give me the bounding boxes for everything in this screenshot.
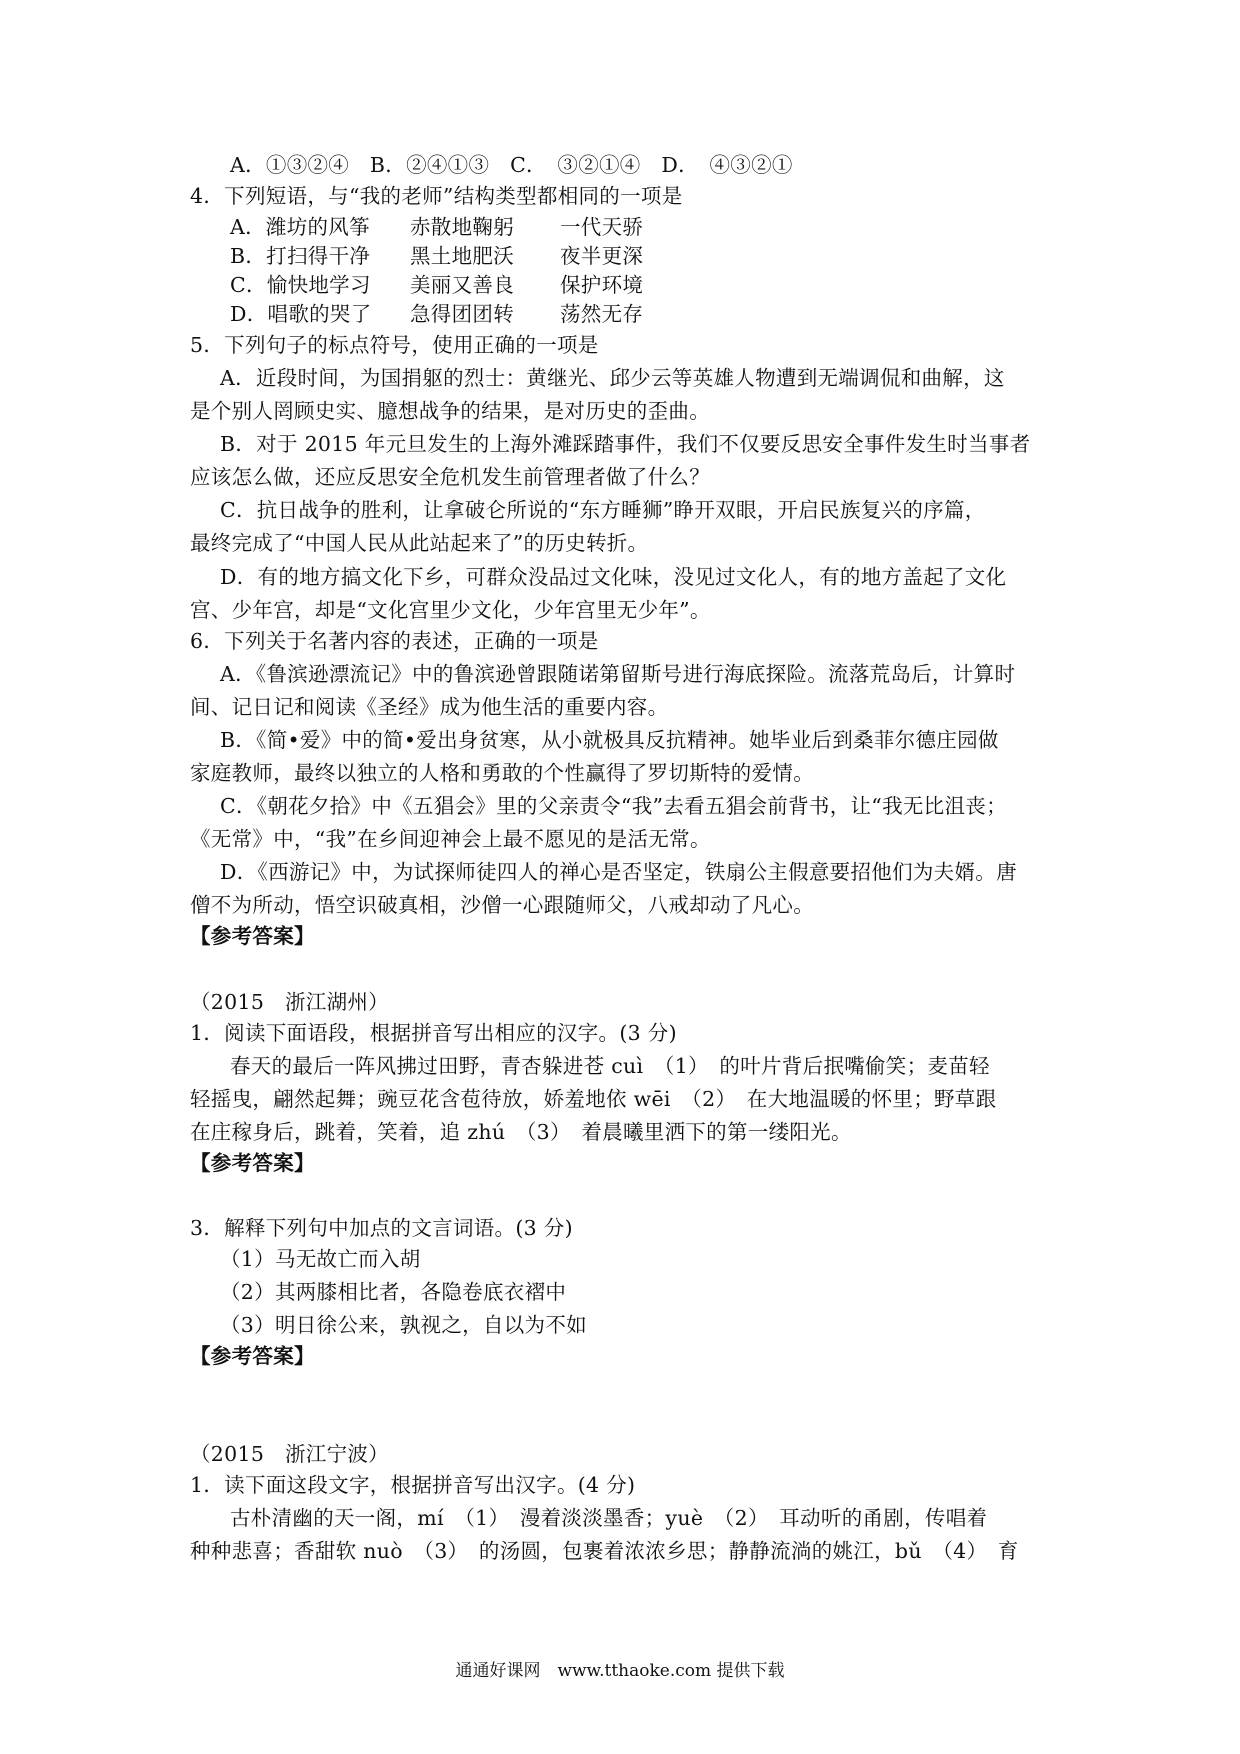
q6-option-b-line2: 家庭教师，最终以独立的人格和勇敢的个性赢得了罗切斯特的爱情。 <box>190 761 814 785</box>
option-a-3: 一代天骄 <box>560 215 644 239</box>
q4-option-c <box>230 269 1070 301</box>
option-c-3: 保护环境 <box>560 273 644 297</box>
q6-option-b-line1: B．《简•爱》中的简•爱出身贫寒，从小就极具反抗精神。她毕业后到桑菲尔德庄园做 <box>220 728 999 752</box>
option-a-2: 赤散地鞠躬 <box>410 215 514 239</box>
huzhou-q3-item-3: （3）明日徐公来，孰视之，自以为不如 <box>220 1313 587 1337</box>
q5-option-b-line1: B．对于 2015 年元旦发生的上海外滩踩踏事件，我们不仅要反思安全事件发生时当事者 <box>220 432 1031 456</box>
option-b-2: 黑土地肥沃 <box>410 244 514 268</box>
huzhou-q3-item-1: （1）马无故亡而入胡 <box>220 1247 421 1271</box>
huzhou-question-3: 3．解释下列句中加点的文言词语。(3 分) <box>190 1216 573 1240</box>
q4-option-d <box>230 298 1070 330</box>
huzhou-passage-line2: 轻摇曳，翩然起舞；豌豆花含苞待放，娇羞地依 wēi （2） 在大地温暖的怀里；野草跟 <box>190 1087 997 1111</box>
option-c-1: C．愉快地学习 <box>230 273 371 297</box>
option-a-1: A．潍坊的风筝 <box>230 215 370 239</box>
q6-option-d-line1: D．《西游记》中，为试探师徒四人的禅心是否坚定，铁扇公主假意要招他们为夫婿。唐 <box>220 860 1017 884</box>
reference-answer-2: 【参考答案】 <box>190 1151 315 1175</box>
q5-option-a-line1: A．近段时间，为国捐躯的烈士：黄继光、邱少云等英雄人物遭到无端调侃和曲解，这 <box>220 366 1005 390</box>
huzhou-passage-line1: 春天的最后一阵风拂过田野，青杏躲进苍 cuì （1） 的叶片背后抿嘴偷笑；麦苗轻 <box>230 1054 990 1078</box>
question-5: 5．下列句子的标点符号，使用正确的一项是 <box>190 333 599 357</box>
page-footer: 通通好课网 www.tthaoke.com 提供下载 <box>455 1661 785 1681</box>
q6-option-c-line1: C．《朝花夕拾》中《五猖会》里的父亲责令“我”去看五猖会前背书，让“我无比沮丧； <box>220 794 1007 818</box>
reference-answer-1: 【参考答案】 <box>190 924 315 948</box>
option-b-1: B．打扫得干净 <box>230 244 371 268</box>
huzhou-question-1: 1．阅读下面语段，根据拼音写出相应的汉字。(3 分) <box>190 1021 677 1045</box>
q5-option-c-line1: C．抗日战争的胜利，让拿破仑所说的“东方睡狮”睁开双眼，开启民族复兴的序篇， <box>220 498 986 522</box>
option-b-3: 夜半更深 <box>560 244 644 268</box>
ningbo-passage-line2: 种种悲喜；香甜软 nuò （3） 的汤圆，包裹着浓浓乡思；静静流淌的姚江，bǔ （4） 育 <box>190 1539 1019 1563</box>
q6-option-c-line2: 《无常》中，“我”在乡间迎神会上最不愿见的是活无常。 <box>190 827 711 851</box>
option-c-2: 美丽又善良 <box>410 273 514 297</box>
q6-option-a-line2: 间、记日记和阅读《圣经》成为他生活的重要内容。 <box>190 695 669 719</box>
ningbo-question-1: 1．读下面这段文字，根据拼音写出汉字。(4 分) <box>190 1473 636 1497</box>
question-6: 6．下列关于名著内容的表述，正确的一项是 <box>190 629 599 653</box>
option-d-3: 荡然无存 <box>560 302 644 326</box>
q5-option-c-line2: 最终完成了“中国人民从此站起来了”的历史转折。 <box>190 531 649 555</box>
ningbo-passage-line1: 古朴清幽的天一阁，mí （1） 漫着淡淡墨香；yuè （2） 耳动听的甬剧，传唱着 <box>230 1506 988 1530</box>
q5-option-d-line2: 宫、少年宫，却是“文化宫里少文化，少年宫里无少年”。 <box>190 598 711 622</box>
q6-option-d-line2: 僧不为所动，悟空识破真相，沙僧一心跟随师父，八戒却动了凡心。 <box>190 893 814 917</box>
huzhou-q3-item-2: （2）其两膝相比者，各隐卷底衣褶中 <box>220 1280 567 1304</box>
section-huzhou: （2015 浙江湖州） <box>190 990 389 1014</box>
section-ningbo: （2015 浙江宁波） <box>190 1442 389 1466</box>
q3-options: A．①③②④ B．②④①③ C． ③②①④ D． ④③②① <box>230 153 793 177</box>
q5-option-b-line2: 应该怎么做，还应反思安全危机发生前管理者做了什么？ <box>190 465 710 489</box>
question-4: 4．下列短语，与“我的老师”结构类型都相同的一项是 <box>190 184 683 208</box>
reference-answer-3: 【参考答案】 <box>190 1344 315 1368</box>
huzhou-passage-line3: 在庄稼身后，跳着，笑着，追 zhú （3） 着晨曦里洒下的第一缕阳光。 <box>190 1120 852 1144</box>
q5-option-d-line1: D．有的地方搞文化下乡，可群众没品过文化味，没见过文化人，有的地方盖起了文化 <box>220 565 1007 589</box>
q4-option-a <box>230 211 1070 243</box>
option-d-1: D．唱歌的哭了 <box>230 302 372 326</box>
q5-option-a-line2: 是个别人罔顾史实、臆想战争的结果，是对历史的歪曲。 <box>190 399 710 423</box>
q4-option-b <box>230 240 1070 272</box>
option-d-2: 急得团团转 <box>410 302 514 326</box>
q6-option-a-line1: A．《鲁滨逊漂流记》中的鲁滨逊曾跟随诺第留斯号进行海底探险。流落荒岛后，计算时 <box>220 662 1016 686</box>
